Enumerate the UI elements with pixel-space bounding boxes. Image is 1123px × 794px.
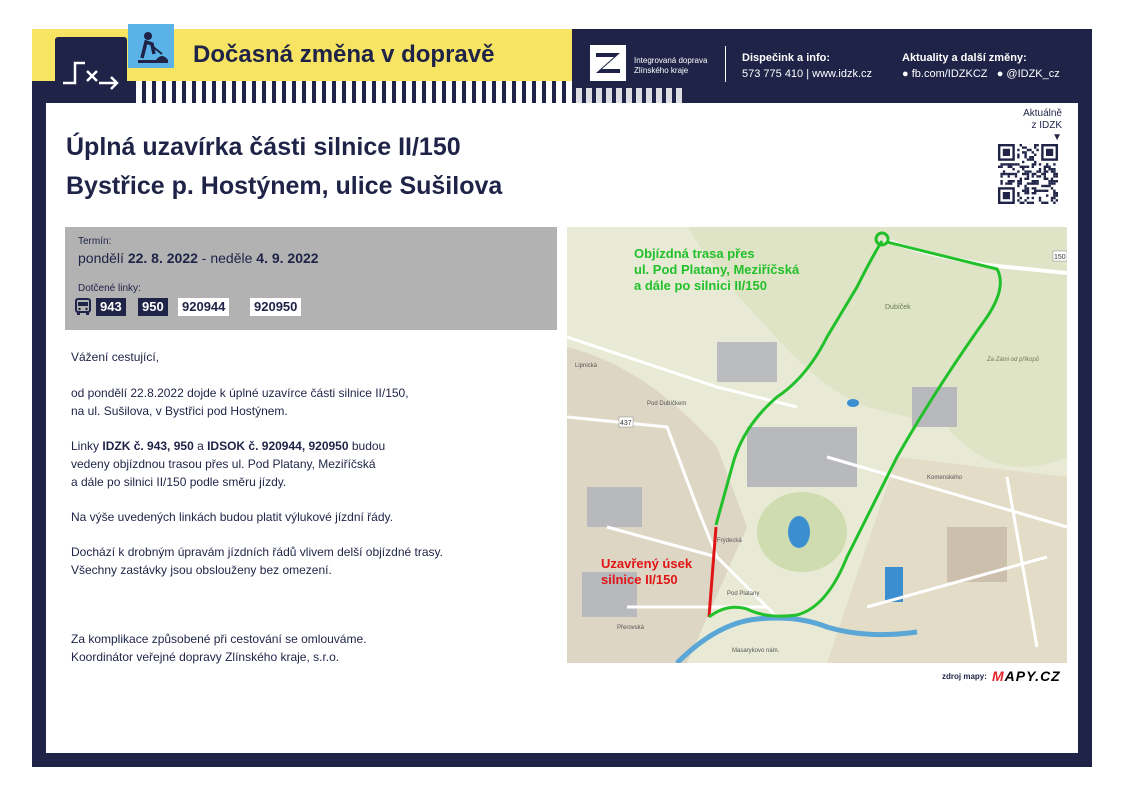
qr-module bbox=[1022, 161, 1024, 163]
qr-module bbox=[1046, 149, 1053, 156]
paragraph-1-line-2: na ul. Sušilova, v Bystřici pod Hostýnem. bbox=[71, 404, 288, 418]
qr-module bbox=[1010, 180, 1012, 182]
qr-module bbox=[1053, 202, 1055, 204]
qr-module bbox=[1015, 163, 1017, 165]
dispatch-heading: Dispečink a info: bbox=[742, 52, 831, 64]
qr-module bbox=[1046, 194, 1048, 196]
mapy-cz-logo bbox=[992, 668, 1061, 684]
qr-module bbox=[1046, 190, 1048, 192]
closure-label-line2: silnice II/150 bbox=[601, 572, 678, 587]
qr-module bbox=[1000, 175, 1002, 177]
qr-module bbox=[1015, 175, 1017, 177]
street-frydecka: Frýdecká bbox=[717, 538, 742, 544]
qr-module bbox=[1005, 182, 1007, 184]
qr-module bbox=[1022, 151, 1024, 153]
qr-module bbox=[1029, 156, 1031, 158]
qr-module bbox=[1010, 166, 1012, 168]
qr-module bbox=[1027, 149, 1029, 151]
term-separator: - bbox=[197, 250, 211, 266]
qr-module bbox=[1029, 158, 1031, 160]
qr-module bbox=[1022, 202, 1024, 204]
place-za-zami: Za Zámi od příkopů bbox=[987, 357, 1040, 363]
qr-module bbox=[1036, 144, 1038, 146]
qr-module bbox=[1024, 199, 1026, 201]
qr-module bbox=[1017, 192, 1019, 194]
qr-module bbox=[1056, 180, 1058, 182]
qr-module bbox=[1048, 180, 1050, 182]
qr-module bbox=[1056, 194, 1058, 196]
qr-module bbox=[1034, 182, 1036, 184]
qr-module bbox=[1024, 192, 1026, 194]
qr-module bbox=[1044, 190, 1046, 192]
mapy-logo-rest: APY.CZ bbox=[1004, 668, 1061, 684]
qr-module bbox=[1041, 202, 1043, 204]
qr-module bbox=[1044, 185, 1046, 187]
qr-module bbox=[1051, 187, 1053, 189]
qr-module bbox=[1008, 166, 1010, 168]
qr-module bbox=[1010, 173, 1012, 175]
paragraph-4-line-1: Dochází k drobným úpravám jízdních řádů vlivem delší objízdné trasy. bbox=[71, 545, 443, 559]
qr-module bbox=[1032, 166, 1034, 168]
qr-module bbox=[1022, 168, 1024, 170]
qr-module bbox=[1053, 180, 1055, 182]
qr-module bbox=[1003, 173, 1005, 175]
qr-module bbox=[1017, 194, 1019, 196]
twitter-icon: ● bbox=[996, 68, 1004, 80]
line-badge-943: 943 bbox=[96, 298, 126, 316]
qr-module bbox=[1017, 185, 1019, 187]
qr-module bbox=[1008, 163, 1010, 165]
qr-module bbox=[1000, 182, 1002, 184]
qr-module bbox=[1024, 170, 1026, 172]
detour-map[interactable] bbox=[567, 227, 1067, 663]
qr-module bbox=[1034, 163, 1036, 165]
term-label: Termín: bbox=[78, 236, 112, 247]
qr-module bbox=[1032, 182, 1034, 184]
qr-module bbox=[1039, 168, 1041, 170]
qr-module bbox=[1024, 173, 1026, 175]
qr-module bbox=[1003, 192, 1010, 199]
detour-label bbox=[634, 246, 799, 294]
closure-label-line1: Uzavřený úsek bbox=[601, 556, 693, 571]
qr-module bbox=[1034, 192, 1036, 194]
qr-module bbox=[1032, 158, 1034, 160]
qr-module bbox=[1034, 161, 1036, 163]
qr-module bbox=[1020, 144, 1022, 146]
p2-part1: Linky bbox=[71, 439, 103, 453]
qr-module bbox=[1044, 173, 1046, 175]
qr-module bbox=[1010, 182, 1012, 184]
qr-module bbox=[1056, 173, 1058, 175]
map-source-label: zdroj mapy: bbox=[942, 672, 987, 681]
qr-module bbox=[998, 166, 1000, 168]
qr-module bbox=[1024, 154, 1026, 156]
qr-module bbox=[1032, 156, 1034, 158]
qr-module bbox=[1041, 190, 1043, 192]
qr-module bbox=[1036, 170, 1038, 172]
qr-module bbox=[1027, 178, 1029, 180]
banner-stripes bbox=[132, 81, 572, 103]
qr-label-line1: Aktuálně bbox=[1023, 108, 1062, 119]
qr-module bbox=[1020, 182, 1022, 184]
qr-module bbox=[1012, 163, 1014, 165]
qr-module bbox=[1003, 163, 1005, 165]
qr-module bbox=[1024, 185, 1026, 187]
qr-module bbox=[1032, 175, 1034, 177]
paragraph-4-line-2: Všechny zastávky jsou obslouženy bez omezení. bbox=[71, 563, 332, 577]
street-pod-platany: Pod Platany bbox=[727, 591, 760, 597]
qr-module bbox=[1022, 146, 1024, 148]
qr-module bbox=[1000, 166, 1002, 168]
banner-stripes-right bbox=[572, 88, 682, 103]
qr-module bbox=[1034, 180, 1036, 182]
qr-module bbox=[1039, 190, 1041, 192]
line-badge-920950: 920950 bbox=[250, 298, 301, 316]
qr-module bbox=[1048, 185, 1050, 187]
qr-module bbox=[1032, 173, 1034, 175]
building bbox=[747, 427, 857, 487]
line-badge-950: 950 bbox=[138, 298, 168, 316]
qr-module bbox=[1053, 173, 1055, 175]
idzk-logo bbox=[590, 45, 626, 81]
detour-label-line1: Objízdná trasa přes bbox=[634, 246, 755, 261]
p2-part2: a bbox=[193, 439, 208, 453]
qr-module bbox=[1034, 187, 1036, 189]
qr-module bbox=[1022, 190, 1024, 192]
twitter-link[interactable]: @IDZK_cz bbox=[1006, 68, 1060, 80]
qr-module bbox=[1005, 163, 1007, 165]
qr-module bbox=[1000, 163, 1002, 165]
road-number-437: 437 bbox=[620, 420, 632, 427]
qr-module bbox=[1053, 194, 1055, 196]
qr-module bbox=[1034, 173, 1036, 175]
paragraph-3: Na výše uvedených linkách budou platit výlukové jízdní řády. bbox=[71, 510, 393, 524]
qr-module bbox=[1041, 185, 1043, 187]
qr-module bbox=[1039, 163, 1041, 165]
qr-module bbox=[1039, 197, 1041, 199]
qr-module bbox=[1044, 175, 1046, 177]
qr-module bbox=[1027, 166, 1029, 168]
qr-module bbox=[1053, 190, 1055, 192]
qr-module bbox=[1056, 192, 1058, 194]
p2-part3: budou bbox=[348, 439, 386, 453]
street-lipnicka: Lipnická bbox=[575, 363, 598, 369]
qr-module bbox=[1008, 175, 1010, 177]
operator-name-line2: Zlínského kraje bbox=[634, 66, 689, 75]
dispatch-value: 573 775 410 | www.idzk.cz bbox=[742, 68, 873, 80]
qr-module bbox=[1034, 146, 1036, 148]
qr-module bbox=[1022, 173, 1024, 175]
qr-module bbox=[1008, 182, 1010, 184]
paragraph-2-line-1 bbox=[71, 437, 385, 455]
detour-icon bbox=[55, 37, 127, 107]
qr-module bbox=[1053, 182, 1055, 184]
operator-name bbox=[634, 56, 707, 76]
qr-module bbox=[1024, 190, 1026, 192]
bus-icon bbox=[74, 298, 92, 321]
paragraph-1-line-1: od pondělí 22.8.2022 dojde k úplné uzavírce části silnice II/150, bbox=[71, 386, 409, 400]
qr-module bbox=[1032, 163, 1034, 165]
qr-module bbox=[1053, 197, 1055, 199]
pond bbox=[788, 516, 810, 548]
qr-module bbox=[1029, 149, 1031, 151]
arrow-down-icon: ▼ bbox=[1052, 132, 1062, 143]
qr-module bbox=[1029, 202, 1031, 204]
qr-module bbox=[1017, 154, 1019, 156]
place-dubicek: Dubíček bbox=[885, 304, 911, 311]
qr-module bbox=[1048, 182, 1050, 184]
qr-module bbox=[1044, 168, 1046, 170]
qr-module bbox=[1024, 146, 1026, 148]
qr-module bbox=[1053, 192, 1055, 194]
qr-module bbox=[1056, 199, 1058, 201]
closure-label bbox=[601, 556, 692, 588]
paragraph-2-line-2: vedeny objízdnou trasou přes ul. Pod Platany, Meziříčská bbox=[71, 457, 376, 471]
qr-module bbox=[1008, 180, 1010, 182]
qr-module bbox=[1048, 166, 1050, 168]
paragraph-2-line-3: a dále po silnici II/150 podle směru jízdy. bbox=[71, 475, 287, 489]
qr-module bbox=[1020, 166, 1022, 168]
qr-module bbox=[1017, 180, 1019, 182]
street-pod-dubickem: Pod Dubíčkem bbox=[647, 401, 687, 407]
term-end-date: 4. 9. 2022 bbox=[256, 250, 319, 266]
qr-module bbox=[1046, 163, 1048, 165]
qr-module bbox=[1003, 149, 1010, 156]
qr-module bbox=[1048, 168, 1050, 170]
news-heading: Aktuality a další změny: bbox=[902, 52, 1027, 64]
qr-module bbox=[1017, 149, 1019, 151]
qr-module bbox=[1020, 180, 1022, 182]
qr-module bbox=[1053, 168, 1055, 170]
qr-module bbox=[1027, 170, 1029, 172]
qr-module bbox=[1039, 170, 1041, 172]
qr-module bbox=[1024, 166, 1026, 168]
qr-module bbox=[1020, 202, 1022, 204]
qr-module bbox=[1051, 199, 1053, 201]
street-prerovska: Přerovská bbox=[617, 625, 645, 631]
qr-module bbox=[1051, 170, 1053, 172]
lines-label: Dotčené linky: bbox=[78, 283, 141, 294]
qr-module bbox=[1053, 163, 1055, 165]
street-komenskeho: Komenského bbox=[927, 475, 963, 481]
banner-title: Dočasná změna v dopravě bbox=[193, 41, 495, 68]
paragraph-5-line-2: Koordinátor veřejné dopravy Zlínského kraje, s.r.o. bbox=[71, 650, 340, 664]
street-masarykovo: Masarykovo nám. bbox=[732, 648, 780, 654]
qr-module bbox=[1017, 170, 1019, 172]
qr-module bbox=[1008, 173, 1010, 175]
qr-module bbox=[1020, 178, 1022, 180]
building bbox=[717, 342, 777, 382]
qr-module bbox=[1044, 178, 1046, 180]
qr-module bbox=[1027, 202, 1029, 204]
qr-module bbox=[1036, 180, 1038, 182]
qr-module bbox=[1036, 190, 1038, 192]
qr-module bbox=[1015, 173, 1017, 175]
qr-module bbox=[1027, 173, 1029, 175]
qr-module bbox=[1034, 144, 1036, 146]
qr-module bbox=[1032, 187, 1034, 189]
qr-module bbox=[1034, 154, 1036, 156]
detour-label-line3: a dále po silnici II/150 bbox=[634, 278, 767, 293]
road-number-150: 150 bbox=[1054, 254, 1066, 261]
qr-module bbox=[1046, 166, 1048, 168]
qr-module bbox=[1029, 182, 1031, 184]
qr-module bbox=[1046, 178, 1048, 180]
news-links bbox=[902, 68, 1060, 80]
qr-module bbox=[1046, 202, 1048, 204]
qr-module bbox=[1039, 175, 1041, 177]
qr-module bbox=[1024, 187, 1026, 189]
p2-bold2: IDSOK č. 920944, 920950 bbox=[207, 439, 349, 453]
qr-module bbox=[1041, 173, 1043, 175]
qr-module bbox=[1022, 166, 1024, 168]
qr-module bbox=[1000, 173, 1002, 175]
greeting: Vážení cestující, bbox=[71, 350, 160, 364]
divider bbox=[725, 46, 726, 82]
qr-module bbox=[1027, 175, 1029, 177]
qr-module bbox=[1032, 180, 1034, 182]
facebook-icon: ● bbox=[902, 68, 909, 80]
qr-module bbox=[1053, 175, 1055, 177]
qr-module bbox=[1032, 197, 1034, 199]
roadwork-icon bbox=[128, 24, 174, 68]
qr-module bbox=[1036, 175, 1038, 177]
qr-module bbox=[1051, 197, 1053, 199]
qr-module bbox=[1032, 202, 1034, 204]
qr-module bbox=[1010, 163, 1012, 165]
qr-code[interactable] bbox=[998, 144, 1058, 209]
qr-module bbox=[1003, 170, 1005, 172]
qr-module bbox=[1044, 170, 1046, 172]
qr-module bbox=[1039, 199, 1041, 201]
qr-module bbox=[1017, 163, 1019, 165]
qr-module bbox=[1032, 151, 1034, 153]
detour-label-line2: ul. Pod Platany, Meziříčská bbox=[634, 262, 800, 277]
qr-module bbox=[1012, 180, 1014, 182]
qr-module bbox=[1053, 170, 1055, 172]
p2-bold1: IDZK č. 943, 950 bbox=[102, 439, 194, 453]
mapy-logo-m: M bbox=[992, 668, 1005, 684]
qr-module bbox=[1027, 158, 1029, 160]
term-end-day: neděle bbox=[210, 250, 253, 266]
qr-module bbox=[1027, 187, 1029, 189]
qr-module bbox=[1024, 156, 1026, 158]
qr-module bbox=[1012, 168, 1014, 170]
qr-module bbox=[1020, 197, 1022, 199]
qr-module bbox=[1027, 182, 1029, 184]
operator-name-line1: Integrovaná doprava bbox=[634, 56, 708, 65]
qr-module bbox=[1017, 156, 1019, 158]
qr-module bbox=[1017, 199, 1019, 201]
qr-module bbox=[1024, 151, 1026, 153]
qr-module bbox=[1051, 182, 1053, 184]
line-badge-920944: 920944 bbox=[178, 298, 229, 316]
qr-module bbox=[1000, 180, 1002, 182]
qr-module bbox=[1051, 168, 1053, 170]
qr-module bbox=[1051, 178, 1053, 180]
term-value bbox=[78, 250, 319, 266]
qr-label-line2: z IDZK bbox=[1031, 120, 1062, 131]
qr-module bbox=[1029, 170, 1031, 172]
paragraph-5-line-1: Za komplikace způsobené při cestování se omlouváme. bbox=[71, 632, 367, 646]
qr-module bbox=[1032, 192, 1034, 194]
qr-module bbox=[1027, 197, 1029, 199]
qr-module bbox=[1044, 166, 1046, 168]
term-start-date: 22. 8. 2022 bbox=[127, 250, 198, 266]
qr-module bbox=[1051, 180, 1053, 182]
headline-line1: Úplná uzavírka části silnice II/150 bbox=[66, 133, 461, 161]
qr-module bbox=[1024, 178, 1026, 180]
qr-module bbox=[1036, 149, 1038, 151]
qr-module bbox=[1046, 170, 1048, 172]
building bbox=[947, 527, 1007, 582]
qr-module bbox=[1005, 173, 1007, 175]
headline-line2: Bystřice p. Hostýnem, ulice Sušilova bbox=[66, 172, 503, 200]
qr-module bbox=[1046, 185, 1048, 187]
qr-module bbox=[1034, 190, 1036, 192]
building bbox=[587, 487, 642, 527]
qr-module bbox=[1044, 202, 1046, 204]
qr-module bbox=[1056, 175, 1058, 177]
qr-module bbox=[1017, 182, 1019, 184]
facebook-link[interactable]: fb.com/IDZKCZ bbox=[911, 68, 988, 80]
qr-module bbox=[1012, 173, 1014, 175]
qr-module bbox=[1036, 182, 1038, 184]
qr-module bbox=[1027, 192, 1029, 194]
pond bbox=[847, 399, 859, 407]
qr-label bbox=[990, 108, 1062, 144]
qr-module bbox=[1027, 190, 1029, 192]
term-start-day: pondělí bbox=[78, 250, 124, 266]
